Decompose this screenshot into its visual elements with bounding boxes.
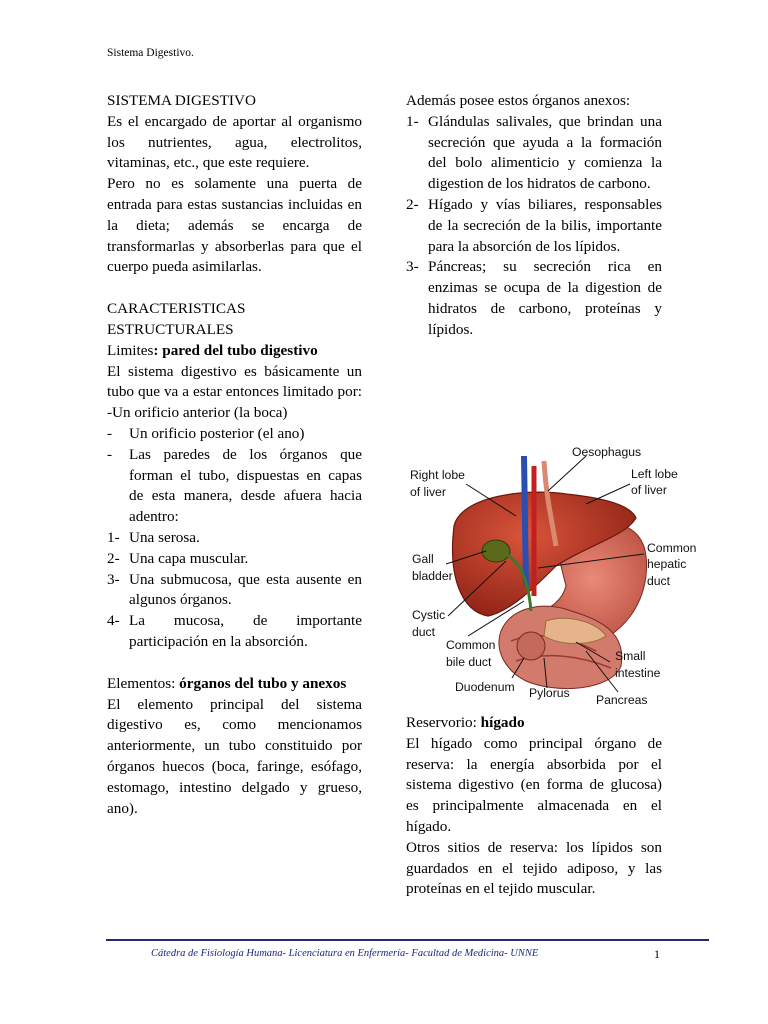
list-item: 3- Una submucosa, que esta ausente en algunos órganos. — [107, 570, 362, 609]
page-number: 1 — [654, 947, 660, 961]
subheading-reservorio: Reservorio: hígado — [406, 714, 525, 731]
label-oesophagus: Oesophagus — [572, 445, 642, 459]
paragraph: El sistema digestivo es básicamente un tubo que va a estar entonces limitado por: -Un orificio anterior (la boca) — [107, 362, 362, 422]
label-common-bile-duct: Common — [446, 638, 496, 652]
footer-rule — [106, 939, 709, 941]
label-right-lobe: Right lobe — [410, 468, 465, 482]
running-header: Sistema Digestivo. — [107, 47, 194, 59]
section-heading: CARACTERISTICAS ESTRUCTURALES — [107, 300, 246, 338]
digestive-organs-illustration — [406, 436, 706, 708]
list-item: 4- La mucosa, de importante participación en la absorción. — [107, 612, 362, 650]
svg-text:intestine: intestine — [615, 666, 661, 680]
paragraph: Es el encargado de aportar al organismo los nutrientes, agua, electrolitos, vitaminas, etc., que este requiere. — [107, 112, 362, 172]
section-heading: SISTEMA DIGESTIVO — [107, 92, 256, 109]
svg-text:bile duct: bile duct — [446, 655, 492, 669]
paragraph: El hígado como principal órgano de reserva: la energía absorbida por el sistema digestivo (en forma de glucosa) es principalmente almacenada en el hígado. — [406, 734, 662, 835]
list-item: 1- Glándulas salivales, que brindan una secreción que ayuda a la formación del bolo alimenticio y comienza la digestion de los hidratos de carbono. — [406, 112, 662, 193]
svg-text:duct: duct — [647, 574, 671, 588]
numbered-list — [406, 112, 662, 341]
svg-text:duct: duct — [412, 625, 436, 639]
label-left-lobe: Left lobe — [631, 467, 678, 481]
label-small-intestine: Small — [615, 649, 646, 663]
footer-text: Cátedra de Fisiología Humana- Licenciatura en Enfermería- Facultad de Medicina- UNNE — [151, 948, 539, 959]
label-gall-bladder: Gall — [412, 552, 434, 566]
label-pancreas: Pancreas — [596, 693, 648, 707]
left-column — [107, 91, 362, 819]
paragraph: Pero no es solamente una puerta de entrada para estas sustancias incluidas en la dieta; además se encarga de transformarlas y absorberlas para que el cuerpo pueda asimilarlas. — [107, 175, 362, 276]
subheading-elementos: Elementos: órganos del tubo y anexos — [107, 674, 347, 692]
paragraph: Otros sitios de reserva: los lípidos son guardados en el tejido adiposo, y las proteínas en el tejido muscular. — [406, 838, 662, 898]
label-common-hepatic-duct: Common — [647, 541, 697, 555]
list-item: 2- Hígado y vías biliares, responsables de la secreción de la bilis, importante para la absorción de los lípidos. — [406, 195, 662, 255]
right-column — [406, 91, 662, 341]
list-item: 2- Una capa muscular. — [107, 549, 249, 567]
anatomy-svg — [406, 436, 706, 708]
label-duodenum: Duodenum — [455, 680, 515, 694]
svg-text:of liver: of liver — [631, 483, 667, 497]
svg-text:of liver: of liver — [410, 485, 446, 499]
svg-text:bladder: bladder — [412, 569, 453, 583]
list-item: - Un orificio posterior (el ano) — [107, 424, 305, 442]
list-item: 1- Una serosa. — [107, 528, 200, 546]
list-item: - Las paredes de los órganos que forman el tubo, dispuestas en capas de esta manera, desde afuera hacia adentro: — [107, 445, 362, 526]
svg-text:hepatic: hepatic — [647, 557, 687, 571]
label-cystic-duct: Cystic — [412, 608, 446, 622]
numbered-list — [107, 528, 362, 653]
right-column-lower — [406, 713, 662, 900]
subheading-limites: Limites: pared del tubo digestivo — [107, 341, 318, 359]
gallbladder-shape — [482, 540, 510, 562]
label-pylorus: Pylorus — [529, 686, 570, 700]
dash-list — [107, 424, 362, 528]
paragraph: Además posee estos órganos anexos: — [406, 92, 631, 109]
paragraph: El elemento principal del sistema digestivo es, como mencionamos anteriormente, un tubo constituido por órganos huecos (boca, faringe, esófago, estomago, intestino delgado y grueso, ano). — [107, 695, 362, 817]
list-item: 3- Páncreas; su secreción rica en enzimas se ocupa de la digestion de hidratos de carbono, proteínas y lípidos. — [406, 258, 662, 338]
